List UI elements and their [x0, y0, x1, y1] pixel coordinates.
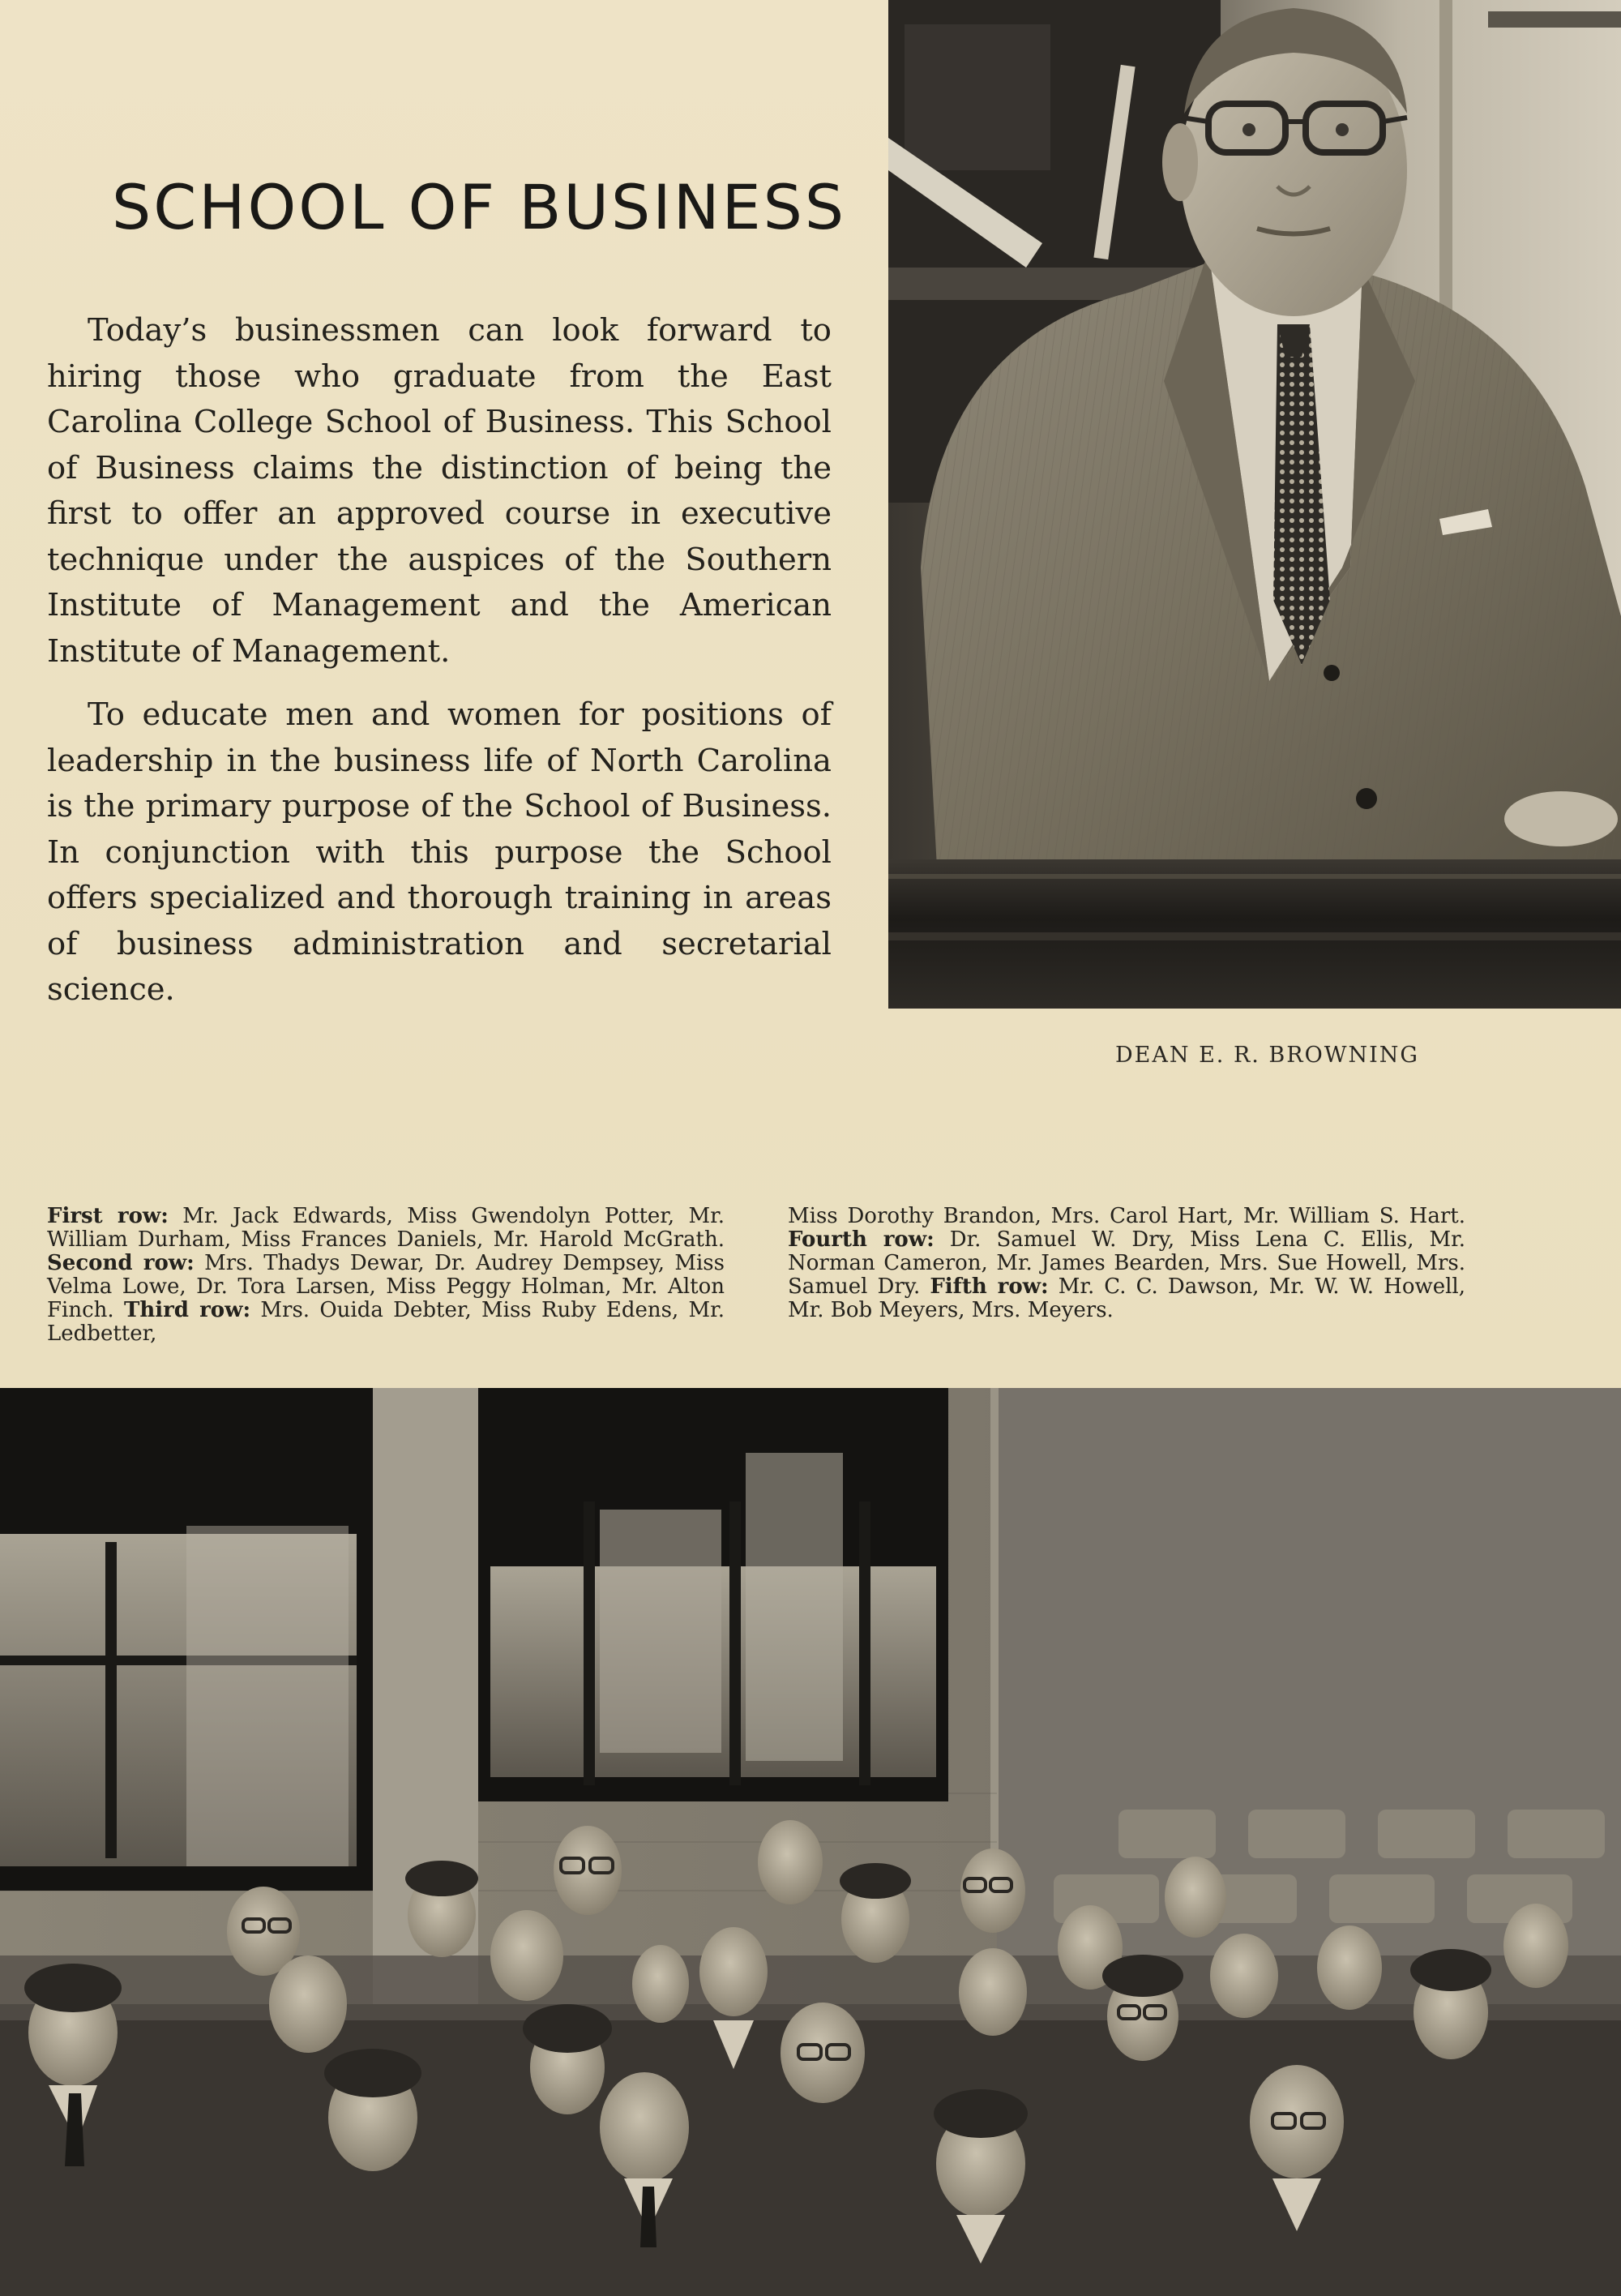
row2-names: Mrs. Thadys Dewar, Dr. Audrey Dempsey, Miss Velma Lowe, Dr. Tora Larsen, Miss Peggy Holman, Mr. Alton Finch.	[47, 1251, 725, 1322]
row5-names: Mr. C. C. Dawson, Mr. W. W. Howell, Mr. Bob Meyers, Mrs. Meyers.	[788, 1274, 1466, 1322]
intro-paragraph-2: To educate men and women for positions of leadership in the business life of North Carolina is the primary purpose of the School of Business. In conjunction with this purpose the School offers specialized and thorough training in areas of business administration and secretarial science.	[47, 696, 832, 1008]
faculty-group-photo	[0, 1388, 1621, 2296]
dean-caption: DEAN E. R. BROWNING	[1115, 1043, 1419, 1068]
row1-names: Mr. Jack Edwards, Miss Gwendolyn Potter, Mr. William Durham, Miss Frances Daniels, Mr. Harold McGrath.	[47, 1204, 725, 1252]
row4-names: Dr. Samuel W. Dry, Miss Lena C. Ellis, Mr. Norman Cameron, Mr. James Bearden, Mrs. Sue Howell, Mrs. Samuel Dry.	[788, 1227, 1465, 1299]
row3-names-part2: Miss Dorothy Brandon, Mrs. Carol Hart, Mr. William S. Hart.	[788, 1204, 1465, 1228]
row5-label: Fifth row:	[930, 1274, 1049, 1299]
row1-label: First row:	[47, 1204, 169, 1228]
names-caption-left	[47, 1205, 725, 1346]
row4-label: Fourth row:	[788, 1227, 935, 1252]
intro-text	[47, 308, 832, 1013]
row3-label: Third row:	[123, 1298, 251, 1322]
dean-portrait-photo	[888, 0, 1621, 1009]
faculty-group-image	[0, 1388, 1621, 2296]
row2-label: Second row:	[47, 1251, 195, 1275]
row3-names-part1: Mrs. Ouida Debter, Miss Ruby Edens, Mr. Ledbetter,	[47, 1298, 725, 1346]
names-caption-right	[788, 1205, 1465, 1322]
intro-paragraph-1: Today’s businessmen can look forward to hiring those who graduate from the East Carolina College School of Business. This School of Business claims the distinction of being the first to offer an approved course in executive technique under the auspices of the Southern Institute of Management and the American Institute of Management.	[47, 312, 832, 670]
dean-portrait-image	[888, 0, 1621, 1009]
page-title: SCHOOL OF BUSINESS	[112, 170, 847, 243]
